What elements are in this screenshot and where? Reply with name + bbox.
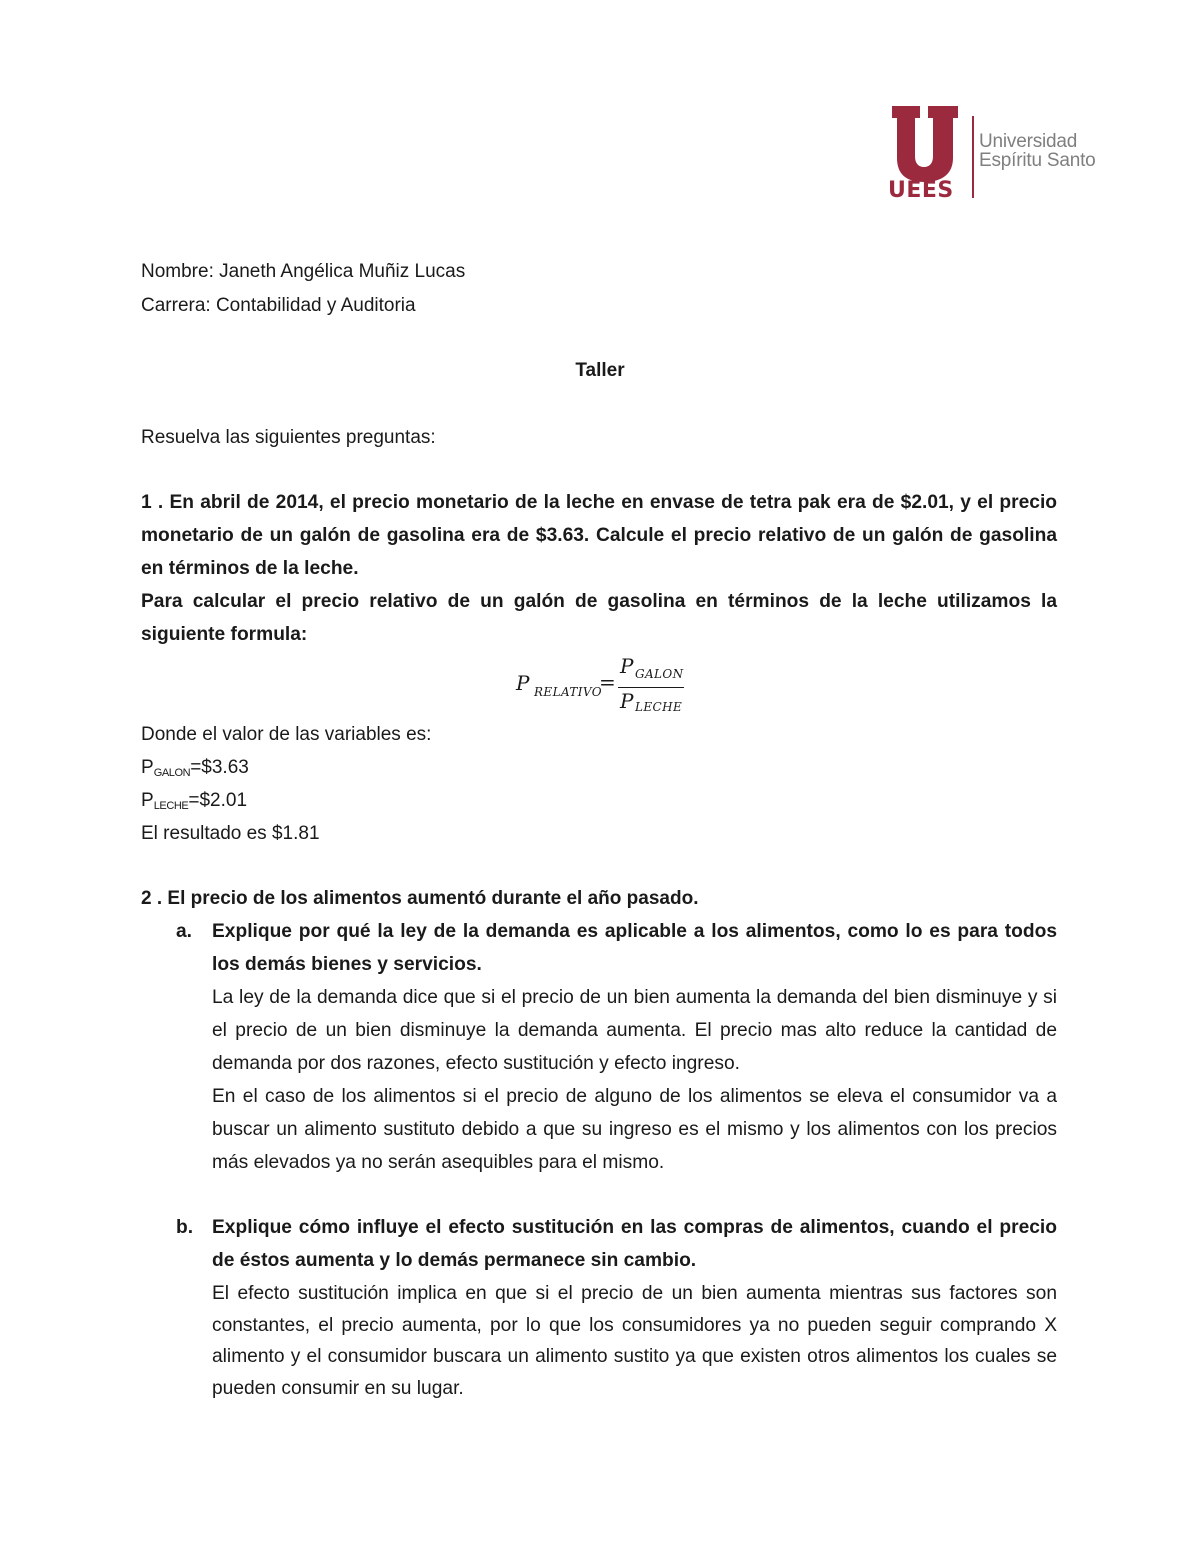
formula-equals: = (599, 670, 616, 694)
logo-wordmark (979, 132, 1096, 170)
student-name: Nombre: Janeth Angélica Muñiz Lucas (141, 261, 466, 282)
logo-line-1: Universidad (979, 131, 1078, 152)
formula-numerator-sub: GALON (635, 667, 684, 681)
question-2: 2 . El precio de los alimentos aumentó durante el año pasado. (141, 888, 699, 909)
formula-lhs: P (516, 671, 530, 695)
logo-line-2: Espíritu Santo (979, 150, 1096, 171)
logo-divider (972, 116, 974, 198)
variable-galon: $P_{GALON}=\$3.63$ (141, 757, 249, 779)
relative-price-formula (514, 654, 714, 714)
university-logo (886, 104, 1096, 200)
formula-numerator: P (620, 654, 634, 678)
item-b-question: Explique cómo influye el efecto sustitución en las compras de alimentos, cuando el precio de éstos aumenta y lo demás permanece sin cambio. (212, 1217, 1057, 1271)
item-a-question: Explique por qué la ley de la demanda es aplicable a los alimentos, como lo es para todos los demás bienes y servicios. (212, 921, 1057, 975)
result: El resultado es $1.81 (141, 823, 320, 844)
student-career: Carrera: Contabilidad y Auditoria (141, 295, 416, 316)
document-title: Taller (575, 360, 625, 381)
item-a-marker: a. (176, 921, 193, 942)
formula-denominator: P (620, 689, 634, 713)
question-1: 1 . En abril de 2014, el precio monetario de la leche en envase de tetra pak era de $2.01, y el precio monetario de un galón de gasolina era de $3.63. Calcule el precio relativo de un galón de gasolina en términos de la leche. (141, 492, 1057, 579)
variable-leche: $P_{LECHE}=\$2.01$ (141, 790, 248, 812)
formula-fraction-bar (618, 687, 684, 688)
item-b-answer: El efecto sustitución implica en que si el precio de un bien aumenta mientras sus factores son constantes, el precio aumenta, por lo que los consumidores ya no pueden seguir comprando X alimento y el consumidor buscara un alimento sustito ya que existen otros alimentos los cuales se pueden consumir en su lugar. (212, 1283, 1057, 1399)
formula-lhs-sub: RELATIVO (534, 685, 603, 699)
item-b-marker: b. (176, 1217, 194, 1238)
uees-emblem (886, 104, 970, 200)
formula-denominator-sub: LECHE (635, 700, 683, 714)
item-a-answer-2: En el caso de los alimentos si el precio de alguno de los alimentos se eleva el consumidor va a buscar un alimento sustituto debido a que su ingreso es el mismo y los alimentos con los precios más elevados ya no serán asequibles para el mismo. (212, 1086, 1057, 1173)
variables-intro: Donde el valor de las variables es: (141, 724, 432, 745)
logo-acronym: UEES (888, 178, 954, 200)
question-1-intro: Para calcular el precio relativo de un galón de gasolina en términos de la leche utilizamos la siguiente formula: (141, 591, 1057, 645)
item-a-answer-1: La ley de la demanda dice que si el precio de un bien aumenta la demanda del bien disminuye y si el precio de un bien disminuye la demanda aumenta. El precio mas alto reduce la cantidad de demanda por dos razones, efecto sustitución y efecto ingreso. (212, 987, 1057, 1074)
instruction: Resuelva las siguientes preguntas: (141, 427, 436, 448)
